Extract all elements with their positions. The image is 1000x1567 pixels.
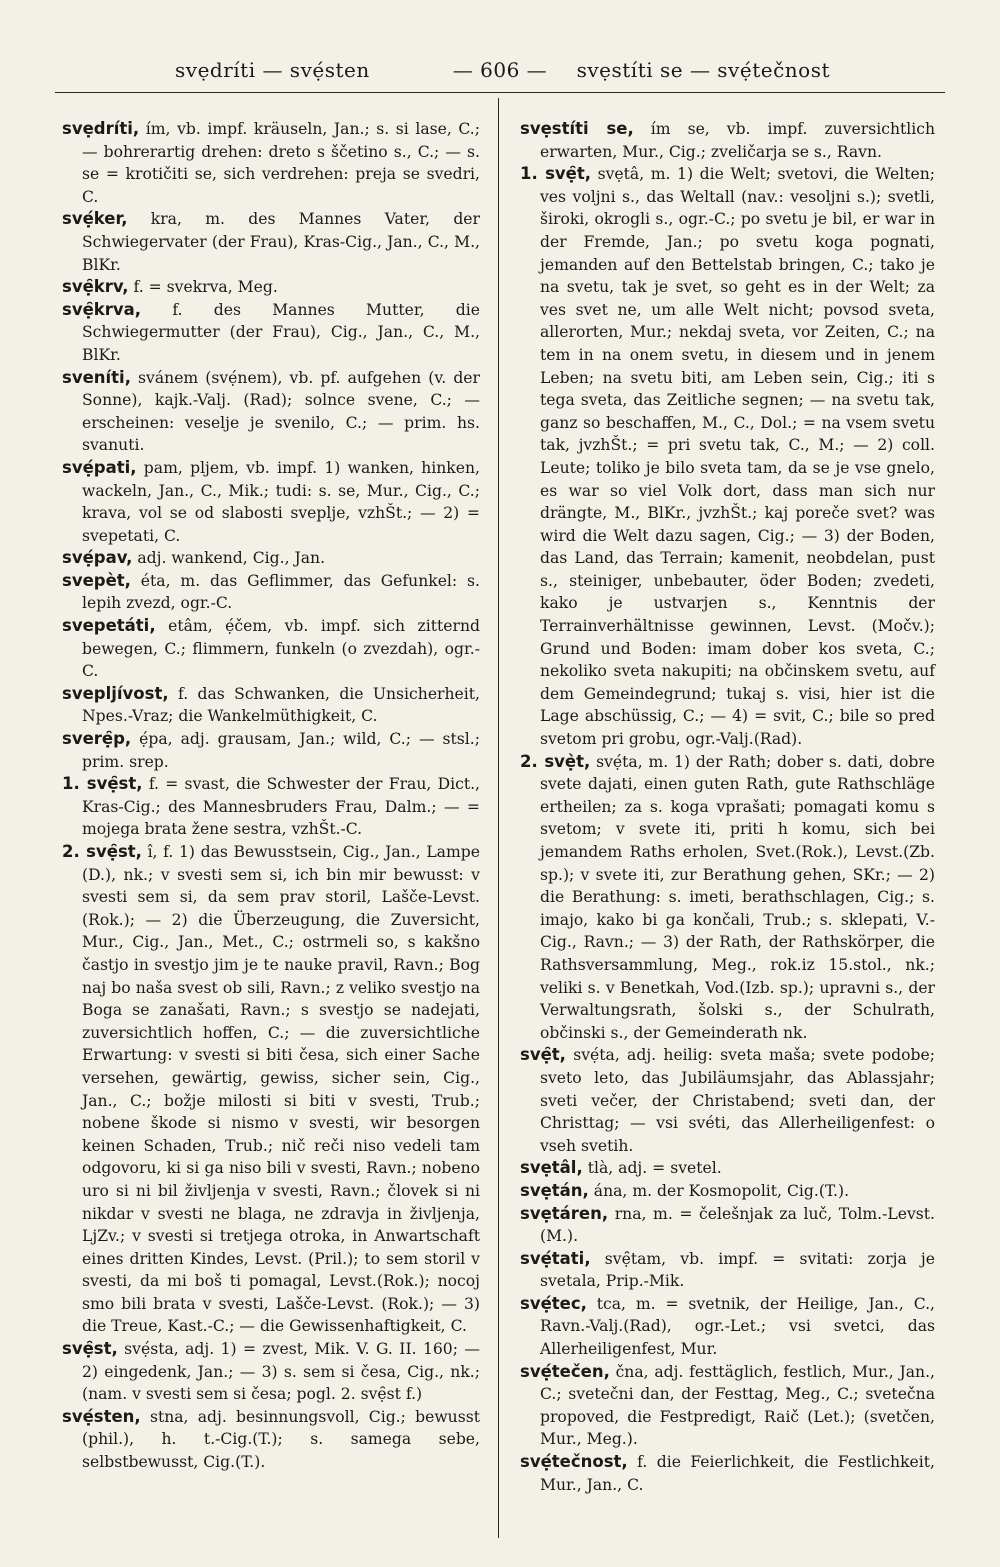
dictionary-entry — [62, 570, 480, 615]
entry-headword: 2. svẹ̀t, — [520, 751, 591, 771]
entry-headword: svẹ̑st, — [62, 1339, 118, 1359]
entry-headword: svẹtán, — [520, 1180, 589, 1200]
dictionary-entry — [62, 615, 480, 683]
page-number: — 606 — — [452, 58, 548, 82]
entry-headword: svẹ́pav, — [62, 548, 133, 568]
entry-definition: rna, m. = čelešnjak za luč, Tolm.-Levst.(M.). — [540, 1204, 935, 1246]
entry-headword: 1. svẹ̑t, — [520, 164, 592, 184]
entry-headword: svẹ̑krva, — [62, 299, 142, 319]
entry-definition: svẹ́ta, adj. heilig: sveta maša; svete podobe; sveto leto, das Jubiläumsjahr, das Ablassjahr; sveti večer, der Christabend; sveti dan, der Christtag; — vsi svéti, das Allerheiligenfest: o vseh svetih. — [540, 1046, 935, 1155]
left-column — [62, 118, 480, 1474]
header-right-guide-words: svẹstíti se — svẹ́tečnost — [576, 58, 830, 82]
entry-definition: kra, m. des Mannes Vater, der Schwiegervater (der Frau), Kras-Cig., Jan., C., M., BlKr. — [82, 210, 480, 274]
dictionary-entry — [62, 1406, 480, 1474]
header-rule — [55, 92, 945, 93]
dictionary-entry — [520, 1451, 935, 1496]
dictionary-entry — [62, 773, 480, 841]
entry-headword: svepèt, — [62, 570, 131, 590]
entry-headword: svẹ́sten, — [62, 1406, 141, 1426]
entry-definition: f. das Schwanken, die Unsicherheit, Npes.-Vraz; die Wankelmüthigkeit, C. — [82, 684, 480, 726]
entry-definition: ána, m. der Kosmopolit, Cig.(T.). — [593, 1181, 850, 1200]
entry-headword: svepetáti, — [62, 616, 156, 636]
page-header — [60, 52, 940, 88]
dictionary-entry — [62, 841, 480, 1338]
entry-headword: svẹ́pati, — [62, 457, 137, 477]
entry-definition: tlà, adj. = svetel. — [587, 1159, 722, 1178]
right-column — [520, 118, 935, 1496]
entry-definition: ím se, vb. impf. zuversichtlich erwarten, Mur., Cig.; zveličarja se s., Ravn. — [540, 120, 935, 161]
dictionary-entry — [62, 728, 480, 773]
dictionary-entry — [520, 1157, 935, 1180]
entry-definition: adj. wankend, Cig., Jan. — [137, 549, 326, 568]
entry-headword: svẹ́tati, — [520, 1248, 591, 1268]
dictionary-entry — [62, 118, 480, 208]
entry-definition: f. = svast, die Schwester der Frau, Dict., Kras-Cig.; des Mannesbruders Frau, Dalm.; — = mojega brata žene sestra, vzhŠt.-C. — [82, 775, 480, 839]
dictionary-entry — [520, 163, 935, 750]
entry-definition: svánem (svẹ́nem), vb. pf. aufgehen (v. der Sonne), kajk.-Valj. (Rad); solnce svene, C.; — erscheinen: veselje je svenilo, C.; — prim. hs. svanuti. — [82, 368, 480, 455]
entry-headword: svẹstíti se, — [520, 119, 634, 138]
entry-headword: svẹtâl, — [520, 1158, 583, 1178]
dictionary-entry — [62, 683, 480, 728]
dictionary-entry — [62, 547, 480, 570]
dictionary-entry — [520, 1044, 935, 1157]
dictionary-entry — [520, 1180, 935, 1203]
entry-definition: svẹ́sta, adj. 1) = zvest, Mik. V. G. II. 160; — 2) eingedenk, Jan.; — 3) s. sem si česa, Cig., nk.; (nam. v svesti sem si česa; pogl. 2. svẹ̑st f.) — [82, 1340, 480, 1404]
entry-headword: svẹ́ker, — [62, 209, 128, 229]
entry-definition: éta, m. das Geflimmer, das Gefunkel: s. lepih zvezd, ogr.-C. — [82, 571, 480, 613]
entry-definition: svẹ́ta, m. 1) der Rath; dober s. dati, dobre svete dajati, einen guten Rath, gute Rathschläge ertheilen; za s. koga vprašati; pomagati komu s svetom; v svete iti, priti h komu, sich bei jemandem Raths erholen, Svet.(Rok.), Levst.(Zb. sp.); v svete iti, zur Berathung gehen, SKr.; — 2) die Berathung: s. imeti, berathschlagen, Cig.; s. imajo, kako bi ga končali, Trub.; s. sklepati, V.-Cig., Ravn.; — 3) der Rath, der Rathskörper, die Rathsversammlung, Meg., rok.iz 15.stol., nk.; veliki s. v Benetkah, Vod.(Izb. sp.); upravni s., der Verwaltungsrath, šolski s., der Schulrath, občinski s., der Gemeinderath nk. — [540, 752, 935, 1042]
entry-headword: svẹ́tečnost, — [520, 1452, 628, 1472]
entry-definition: etâm, ẹ́čem, vb. impf. sich zitternd bewegen, C.; flimmern, funkeln (o zvezdah), ogr.-C. — [82, 617, 480, 681]
entry-headword: svẹ́tec, — [520, 1293, 587, 1313]
dictionary-entry — [520, 751, 935, 1045]
dictionary-entry — [62, 367, 480, 457]
entry-headword: svẹ́tečen, — [520, 1361, 610, 1381]
header-left-guide-words: svẹdríti — svẹ́sten — [175, 58, 370, 82]
entry-definition: stna, adj. besinnungsvoll, Cig.; bewusst (phil.), h. t.-Cig.(T.); s. samega sebe, selbstbewusst, Cig.(T.). — [82, 1407, 480, 1472]
dictionary-entry — [62, 276, 480, 299]
dictionary-entry — [520, 118, 935, 163]
entry-definition: ím, vb. impf. kräuseln, Jan.; s. si lase, C.; — bohrerartig drehen: dreto s ščetino s., C.; — s. se = krotičiti se, sich verdrehen: preja se svedri, C. — [82, 120, 480, 206]
entry-headword: sverẹ̑p, — [62, 729, 132, 749]
entry-definition: pam, pljem, vb. impf. 1) wanken, hinken, wackeln, Jan., C., Mik.; tudi: s. se, Mur., Cig., C.; krava, vol se od slabosti sveplje, vzhŠt.; — 2) = svepetati, C. — [82, 458, 480, 545]
dictionary-entry — [520, 1361, 935, 1451]
entry-headword: svẹdríti, — [62, 119, 140, 138]
entry-headword: 2. svẹ̑st, — [62, 842, 142, 861]
entry-headword: svẹ̑t, — [520, 1045, 566, 1065]
entry-headword: 1. svẹ̑st, — [62, 774, 143, 794]
dictionary-entry — [520, 1293, 935, 1361]
entry-definition: f. = svekrva, Meg. — [133, 278, 278, 297]
dictionary-entry — [62, 457, 480, 547]
dictionary-entry — [520, 1203, 935, 1248]
column-divider — [498, 98, 499, 1538]
entry-definition: čna, adj. festtäglich, festlich, Mur., Jan., C.; svetečni dan, der Festtag, Meg., C.; svetečna propoved, die Festpredigt, Raič (Let.); (svetčen, Mur., Meg.). — [540, 1362, 935, 1449]
dictionary-entry — [62, 1338, 480, 1406]
entry-headword: svẹ̑krv, — [62, 277, 129, 297]
entry-definition: f. des Mannes Mutter, die Schwiegermutter (der Frau), Cig., Jan., C., M., BlKr. — [82, 300, 480, 364]
entry-definition: svẹ̑tam, vb. impf. = svitati: zorja je svetala, Prip.-Mik. — [540, 1249, 935, 1291]
entry-definition: f. die Feierlichkeit, die Festlichkeit, Mur., Jan., C. — [540, 1453, 935, 1494]
entry-definition: ẹ́pa, adj. grausam, Jan.; wild, C.; — stsl.; prim. srep. — [82, 730, 480, 771]
entry-definition: tca, m. = svetnik, der Heilige, Jan., C., Ravn.-Valj.(Rad), ogr.-Let.; vsi svetci, das Allerheiligenfest, Mur. — [540, 1294, 935, 1359]
dictionary-entry — [520, 1248, 935, 1293]
entry-definition: ı̂, f. 1) das Bewusstsein, Cig., Jan., Lampe (D.), nk.; v svesti sem si, ich bin mir bewusst: v svesti sem si, da sem prav storil, Lašče-Levst.(Rok.); — 2) die Überzeugung, die Zuversicht, Mur., Cig., Jan., Met., C.; ostrmeli so, s kakšno častjo in svestjo jim je te nauke pravil, Ravn.; Bog naj bo naša svest ob sili, Ravn.; z veliko svestjo na Boga se zanašati, Ravn.; s svestjo se nadejati, zuversichtlich hoffen, C.; — die zuversichtliche Erwartung: v svesti si biti česa, sich einer Sache versehen, gewärtig, gewiss, sicher sein, Cig., Jan., C.; božje milosti si biti v svesti, Trub.; nobene škode si nismo v svesti, wir besorgen keinen Schaden, Trub.; nič reči niso vedeli tam odgovoru, ki si ga niso bili v svesti, Ravn.; nobeno uro si ni bil življenja v svesti, Ravn.; človek si ni nikdar v svesti ne blaga, ne zdravja in življenja, LjZv.; v svesti si tretjega otroka, in Anwartschaft eines dritten Kindes, Levst. (Pril.); to sem storil v svesti, da mi boš ti pomagal, Levst.(Rok.); nocoj smo bili brata v svesti, Lašče-Levst. (Rok.); — 3) die Treue, Kast.-C.; — die Gewissenhaftigkeit, C. — [82, 843, 480, 1336]
entry-headword: svenı́ti, — [62, 367, 131, 387]
dictionary-entry — [62, 208, 480, 276]
entry-headword: svẹtáren, — [520, 1203, 609, 1223]
dictionary-entry — [62, 299, 480, 367]
entry-headword: svepljívost, — [62, 683, 169, 703]
entry-definition: svẹtâ, m. 1) die Welt; svetovi, die Welten; ves voljni s., das Weltall (nav.: vesoljni s.); svetli, široki, okrogli s., ogr.-C.; po svetu je bil, er war in der Fremde, Jan.; po svetu koga pognati, jemanden auf den Bettelstab bringen, C.; tako je na svetu, tak je svet, so geht es in der Welt; za ves svet ne, um alle Welt nicht; povsod sveta, allerorten, Mur.; nekdaj sveta, vor Zeiten, C.; na tem in na onem svetu, in diesem und in jenem Leben; na svetu biti, am Leben sein, Cig.; iti s tega sveta, das Zeitliche segnen; — na svetu tak, ganz so beschaffen, M., C., Dol.; = na vsem svetu tak, jvzhŠt.; = pri svetu tak, C., M.; — 2) coll. Leute; toliko je bilo sveta tam, da se je vse gnelo, es war so viel Volk dort, dass man sich nur drängte, M., BlKr., jvzhŠt.; kaj poreče svet? was wird die Welt dazu sagen, Cig.; — 3) der Boden, das Land, das Terrain; kamenit, neobdelan, pust s., steiniger, unbebauter, öder Boden; zvedeti, kako je ustvarjen s., Kenntnis der Terrainverhältnisse gewinnen, Levst. (Močv.); Grund und Boden: imam dober kos sveta, C.; nekoliko sveta nakupiti; na občinskem svetu, auf dem Gemeindegrund; tukaj s. visi, hier ist die Lage abschüssig, C.; — 4) = svit, C.; bile so pred svetom pri grobu, ogr.-Valj.(Rad). — [540, 165, 935, 749]
